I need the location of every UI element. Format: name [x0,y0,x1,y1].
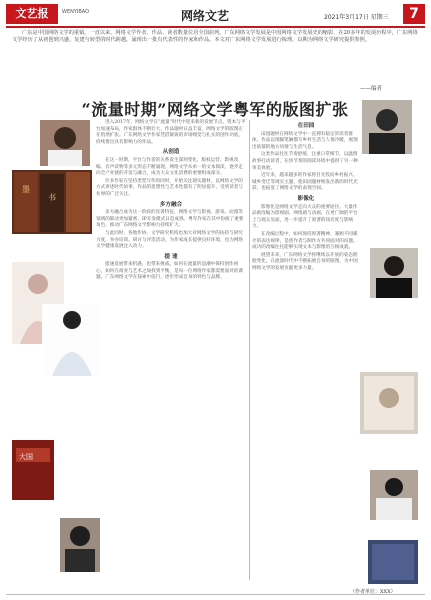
column-right-text: 展望未来，广东网络文学将继续以开放的姿态拥抱变化，在流量时代中不断拓展自身的版图，为中国网络文学的发展贡献更多力量。 [252,252,358,271]
author-credit: （作者单位：XXX） [350,589,396,595]
newspaper-logo: 文艺报 [6,4,58,24]
column-left-text: 许多作家在坚持类型写作的同时，开始关注现实题材，以网络文学的方式讲述时代故事，作品的思想性与艺术性都有了明显提升，受到读者与业界的广泛关注。 [96,178,244,197]
column-right-text: 田园题材在网络文学中一直拥有稳定的读者群体，作品以细腻笔触描写乡村生活与人情冷暖，展现出浓郁的地方风情与生活气息。 [252,131,358,150]
book-covers-collage [12,170,92,234]
masthead [6,4,425,28]
column-left [96,120,246,283]
author-photo-top-right [362,100,412,154]
author-photo-top-left [40,120,90,166]
intro-paragraph: 广东是中国网络文学的重镇，一直以来，网络文学作者、作品、读者数量位居全国前列。广东网络文学发展是中国网络文学发展史的缩影，在20多年的发展历程中，广东网络文学经历了从初创到兴盛、复建与转型的时代跨越。涌现出一批有代表性的作家和作品。本文对广东网络文学发展进行梳理，以期为网络文学研究提供参照。 [12,30,418,44]
column-right-text: 这类作品往往节奏舒缓，注重日常细节，以温情故事打动读者，在快节奏的阅读环境中提供了另一种审美体验。 [252,152,358,171]
author-photo-bottom-right [370,470,418,520]
author-photo-mid-right [370,248,418,298]
column-left-text: 多方融合成为这一阶段的显著特征，网络文学与影视、游戏、动漫等领域的联动更加紧密，IP开发模式日趋成熟。粤军作家在其中扮演了重要角色，推动广东网络文学影响力持续扩大。 [96,210,244,229]
column-right-text: 近年来，越来越多的作家将目光投向乡村振兴、城乡变迁等现实主题，使田园题材焕发出新的时代光彩，也拓宽了网络文学的表现空间。 [252,173,358,192]
column-divider [249,120,250,580]
column-right-text: 影像化是网络文学走向大众的重要途径。大量作品被改编为影视剧、网络剧与动画，在更广阔的平台上与观众见面，进一步提升了原著的知名度与影响力。 [252,204,358,230]
page-number: 7 [403,4,425,24]
intro-author: ——编者 [360,86,383,92]
column-right-text: 在改编过程中，如何保持原著精神、兼顾不同媒介的表达规律，是创作者与制作方共同面对的问题。成功的改编往往能够实现文本与影像的互相成就。 [252,231,358,251]
subhead-3: 提 速 [164,253,178,260]
illustration-lady [42,304,102,376]
column-left-text: 进入2017年，网络文学在“流量”时代中迎来新的发展节点。资本与平台加速布局，作家群体不断壮大，作品题材日益丰富，网络文学的版图正在悄然扩张。广东网络文学作家凭借敏锐的市场嗅觉与扎实的创作功底，持续推出具有影响力的作品。 [96,120,246,145]
svg-text:墨: 墨 [22,185,30,194]
subhead-1: 从创造 [162,149,180,156]
book-cover-red [12,440,54,500]
page-headline: “流量时期”网络文学粤军的版图扩张 [81,100,349,119]
issue-date: 2021年3月17日 星期三 [324,14,389,21]
svg-text:书: 书 [48,193,56,202]
section-title: 网络文艺 [181,9,230,23]
column-right [252,120,360,273]
svg-text:大国: 大国 [19,453,33,461]
subhead-2: 多方融合 [159,201,183,208]
column-left-text: 提速发展带来机遇，也带来挑战。如何在流量的浪潮中保持创作初心，如何在商业与艺术之间找到平衡，是每一位网络作家都需要面对的课题。广东网络文学在探索中前行，逐步形成自身的特色与品牌。 [96,262,244,281]
column-left-text: 与此同时，各地作协、文学研究机构也加大对网络文学的扶持与研究力度，举办培训、研讨与评选活动，为作家成长提供良好环境，也为网络文学健康发展注入动力。 [96,230,244,250]
author-photo-bottom-left [60,518,100,572]
column-left-text: 在这一时期，平台与作者的关系发生深刻变化，版权运营、影视改编、有声读物等多元形态不断涌现。网络文学从单一的文本阅读，逐步走向全产业链的开发与融合，成为大众文化消费的重要组成部分。 [96,157,244,177]
logo-subtitle: WENYIBAO [62,9,90,15]
book-cover-bottom-right [368,540,418,584]
subhead-0: 在田园 [297,123,315,129]
book-cover-right [360,372,418,434]
subhead-4: 影像化 [297,195,315,202]
